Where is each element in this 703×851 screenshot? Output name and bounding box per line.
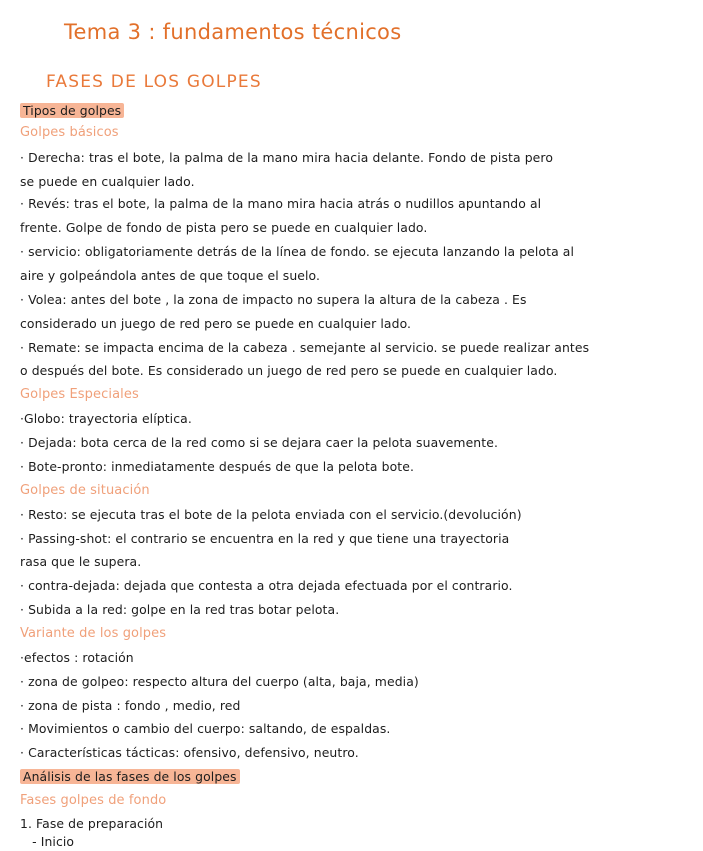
note-line: · Subida a la red: golpe en la red tras botar pelota. [20,602,340,617]
note-line: · Resto: se ejecuta tras el bote de la pelota enviada con el servicio.(devolución) [20,507,522,522]
note-line: · Características tácticas: ofensivo, defensivo, neutro. [20,745,359,760]
note-line: frente. Golpe de fondo de pista pero se puede en cualquier lado. [20,220,428,235]
note-line: · contra-dejada: dejada que contesta a otra dejada efectuada por el contrario. [20,578,513,593]
note-line: ·efectos : rotación [20,650,134,665]
note-line: · Bote-pronto: inmediatamente después de que la pelota bote. [20,459,415,474]
note-line: considerado un juego de red pero se puede en cualquier lado. [20,316,412,331]
note-line: - Inicio [20,834,75,849]
heading-analisis-fases: Análisis de las fases de los golpes [20,768,240,786]
page-title: Tema 3 : fundamentos técnicos [64,20,402,44]
subheading-golpes-especiales: Golpes Especiales [20,387,139,402]
note-line: rasa que le supera. [20,554,142,569]
note-line: · Revés: tras el bote, la palma de la mano mira hacia atrás o nudillos apuntando al [20,196,542,211]
note-line: · Dejada: bota cerca de la red como si se dejara caer la pelota suavemente. [20,435,498,450]
subheading-variante-de-los-golpes: Variante de los golpes [20,626,167,641]
note-line: · Derecha: tras el bote, la palma de la mano mira hacia delante. Fondo de pista pero [20,150,553,165]
note-line: 1. Fase de preparación [20,816,164,831]
note-line: se puede en cualquier lado. [20,174,195,189]
note-line: ·Globo: trayectoria elíptica. [20,411,192,426]
note-line: aire y golpeándola antes de que toque el suelo. [20,268,321,283]
heading-tipos-de-golpes: Tipos de golpes [20,102,124,120]
note-line: · servicio: obligatoriamente detrás de la línea de fondo. se ejecuta lanzando la pelota al [20,244,575,259]
subheading-golpes-de-situacion: Golpes de situación [20,483,150,498]
note-line: · Passing-shot: el contrario se encuentra en la red y que tiene una trayectoria [20,531,510,546]
note-line: · Movimientos o cambio del cuerpo: saltando, de espaldas. [20,721,391,736]
subheading-fases-golpes-de-fondo: Fases golpes de fondo [20,793,167,808]
note-line: o después del bote. Es considerado un juego de red pero se puede en cualquier lado. [20,363,558,378]
section-title: FASES DE LOS GOLPES [46,72,262,92]
subheading-golpes-basicos: Golpes básicos [20,125,119,140]
note-line: · zona de pista : fondo , medio, red [20,698,241,713]
note-line: · Remate: se impacta encima de la cabeza . semejante al servicio. se puede realizar antes [20,340,590,355]
note-line: · zona de golpeo: respecto altura del cuerpo (alta, baja, media) [20,674,419,689]
note-line: · Volea: antes del bote , la zona de impacto no supera la altura de la cabeza . Es [20,292,527,307]
